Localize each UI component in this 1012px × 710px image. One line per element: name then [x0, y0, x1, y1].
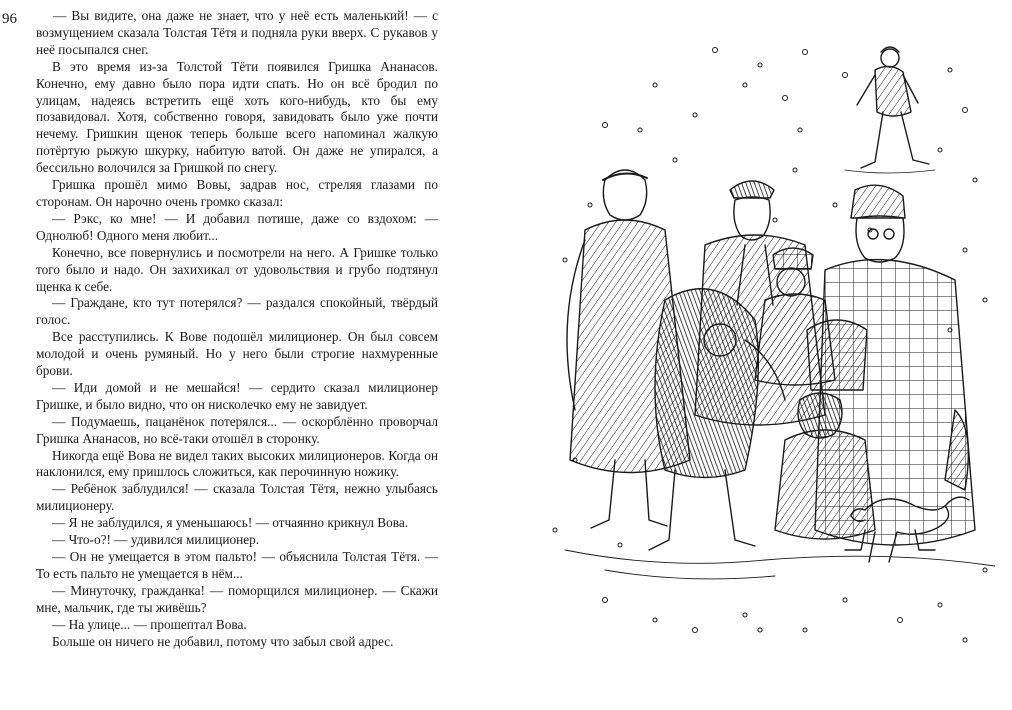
- paragraph: — Иди домой и не мешайся! — сердито сказал милиционер Гришке, и было видно, что он нисколечко ему не завидует.: [36, 379, 438, 412]
- paragraph: Никогда ещё Вова не видел таких высоких милиционеров. Когда он наклонился, ему пришлось сложиться, как перочинную ножику.: [36, 447, 438, 480]
- paragraph: — Вы видите, она даже не знает, что у неё есть маленький! — с возмущением сказала Толстая Тётя и подняла руки вверх. С рукавов у неё посыпался снег.: [36, 8, 438, 57]
- ground-strokes: [565, 550, 995, 579]
- paragraph: — Что-о?! — удивился милиционер.: [52, 532, 260, 548]
- page-number: 96: [2, 11, 17, 27]
- walking-boy-figure: [845, 47, 935, 173]
- paragraph: — Минуточку, гражданка! — поморщился милиционер. — Скажи мне, мальчик, где ты живёшь?: [36, 582, 438, 615]
- paragraph: — Подумаешь, пацанёнок потерялся... — оскорблённо проворчал Гришка Ананасов, но всё-таки отошёл в сторонку.: [36, 413, 438, 446]
- text-column: [36, 8, 438, 650]
- illustration: [545, 30, 995, 670]
- paragraph: — Рэкс, ко мне! — И добавил потише, даже со вздохом: — Однолюб! Одного меня любит...: [36, 210, 438, 243]
- paragraph: — Граждане, кто тут потерялся? — раздался спокойный, твёрдый голос.: [36, 295, 438, 328]
- paragraph: — На улице... — прошептал Вова.: [52, 616, 247, 632]
- paragraph: — Я не заблудился, я уменьшаюсь! — отчаянно крикнул Вова.: [52, 515, 409, 531]
- paragraph: — Он не умещается в этом пальто! — объяснила Толстая Тётя. — То есть пальто не умещается в нём...: [36, 549, 438, 581]
- paragraph: — Ребёнок заблудился! — сказала Толстая Тётя, нежно улыбаясь милиционеру.: [36, 481, 438, 514]
- paragraph: Конечно, все повернулись и посмотрели на него. А Гришке только того было и надо. Он захихикал от удовольствия и грубо подтянул щенка к себе.: [36, 244, 438, 294]
- paragraph: В это время из-за Толстой Тёти появился Гришка Ананасов. Конечно, ему давно было пора идти спать. Но он всё бродил по улицам, надеясь встретить ещё хоть кого-нибудь, кто бы ему позавидовал. Хотя, собственно говоря, завидовать было уже почти нечему. Гришкин щенок теперь больше всего напоминал жалкую потёртую рыжую шкурку, набитую ватой. Он даже не упирался, а бессильно волочился за Гришкой по снегу.: [36, 58, 438, 176]
- street-scene-drawing: [545, 30, 995, 670]
- paragraph: Все расступились. К Вове подошёл милиционер. Он был совсем молодой и очень румяный. Но у него были строгие нахмуренные брови.: [36, 329, 438, 379]
- paragraph: Больше он ничего не добавил, потому что забыл свой адрес.: [52, 633, 394, 649]
- paragraph: Гришка прошёл мимо Вовы, задрав нос, стреляя глазами по сторонам. Он нарочно очень громко сказал:: [36, 177, 438, 209]
